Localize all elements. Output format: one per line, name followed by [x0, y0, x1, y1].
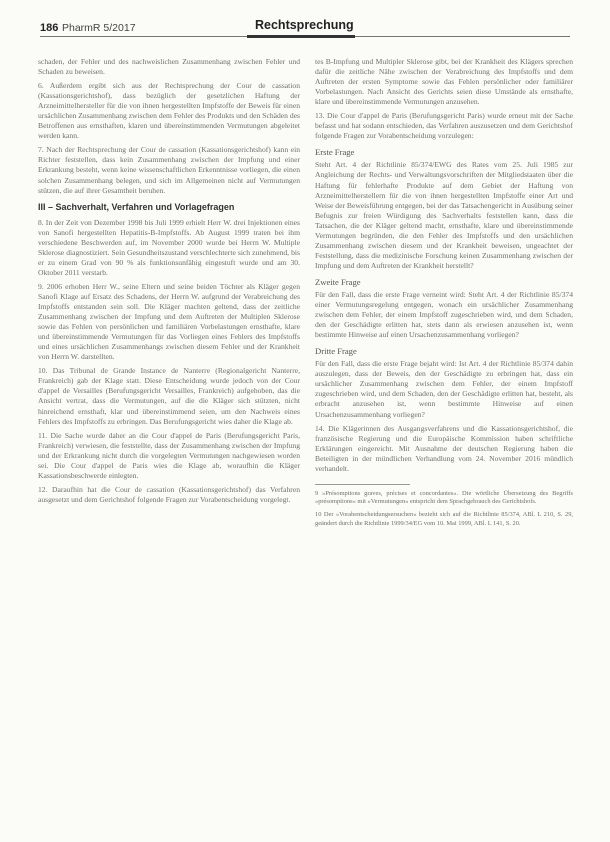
right-column: [315, 57, 573, 532]
section-rule: [247, 35, 355, 38]
paragraph: 14. Die Klägerinnen des Ausgangsverfahrens und die Kassationsgerichtshof, die französische Regierung und die Europäische Kommission haben schriftliche Erklärungen eingereicht. Mit Ausnahme der deutschen Regierung haben die Beteiligten in der mündlichen Verhandlung vom 24. November 2016 mündlich verhandelt.: [315, 423, 573, 473]
section-title: Rechtsprechung: [255, 18, 354, 32]
question-title: Zweite Frage: [315, 276, 361, 287]
question-text: Für den Fall, dass die erste Frage bejaht wird: Ist Art. 4 der Richtlinie 85/374 dahin auszulegen, dass der Beweis, den der Geschädigte zu erbringen hat, dass ein ursächlicher Zusammenhang zwischen dem Fehler, der einem Impfstoff zugeschrieben wird, und dem Schaden, den der Geschädigte erlitten hat, besteht, als erbracht anzusehen ist, wenn bestimmte Hinweise auf einen Ursachenzusammenhang vorliegen?: [315, 359, 573, 419]
paragraph: 13. Die Cour d'appel de Paris (Berufungsgericht Paris) wurde erneut mit der Sache befasst und hat sodann entschieden, das Verfahren auszusetzen und dem Gerichtshof folgende Fragen zur Vorabentscheidung vorzulegen:: [315, 111, 573, 141]
paragraph: 11. Die Sache wurde daher an die Cour d'appel de Paris (Berufungsgericht Paris, Frankreich) verwiesen, die feststellte, dass der Zusammenhang zwischen der Impfung und der Erkrankung nicht durch die vorgelegten Vermutungen nachgewiesen worden sei. Die Cour d'appel de Paris wies die Klage ab, woraufhin die Kläger Kassationsbeschwerde einlegten.: [38, 430, 300, 480]
paragraph: 12. Daraufhin hat die Cour de cassation (Kassationsgerichtshof) das Verfahren ausgesetzt und dem Gerichtshof folgende Fragen zur Vorabentscheidung vorgelegt.: [38, 484, 300, 504]
paragraph: 9. 2006 erhoben Herr W., seine Eltern und seine beiden Töchter als Kläger gegen Sanofi Klage auf Ersatz des Schadens, der Herrn W. aufgrund der Verabreichung des Impfstoffs entstanden sein soll. Die Kläger machten geltend, dass der zeitliche Zusammenhang zwischen der Impfung und dem Auftreten der Multiplen Sklerose sowie das Fehlen von persönlichen und familiären Vorbelastungen ernsthafte, klare und übereinstimmende Vermutungen für das Vorliegen eines Fehlers des Impfstoffs und eines ursächlichen Zusammenhangs zwischen diesem Fehler und der Krankheit von Herrn W. darstellten.: [38, 281, 300, 362]
question-title: Dritte Frage: [315, 346, 357, 357]
footnote-rule: [315, 484, 410, 485]
page-number: 186: [40, 22, 59, 34]
footnote: 10 Der »Vorabentscheidungsersuchen« bezieht sich auf die Richtlinie 85/374, ABl. L 210, S. 29, geändert durch die Richtlinie 1999/34/EG vom 10. Mai 1999, ABl. L 141, S. 20.: [315, 510, 573, 527]
paragraph: 10. Das Tribunal de Grande Instance de Nanterre (Regionalgericht Nanterre, Frankreich) gab der Klage statt. Diese Entscheidung wurde jedoch von der Cour d'appel de Versailles (Berufungsgericht Versailles, Frankreich) aufgehoben, das die Ansicht vertrat, dass die Vermutungen, auf die die Kläger sich stützten, nicht hinreichend ernsthaft, klar und übereinstimmend seien, um den Nachweis eines Fehlers des Impfstoffs zu erbringen. Das Berufungsgericht wies daher die Klage ab.: [38, 366, 300, 426]
running-header: [40, 18, 570, 42]
section-heading: III – Sachverhalt, Verfahren und Vorlagefragen: [38, 201, 235, 212]
question-text: Für den Fall, dass die erste Frage verneint wird: Steht Art. 4 der Richtlinie 85/374 einer Vermutungsregelung entgegen, wonach ein ursächlicher Zusammenhang zwischen dem Fehler, der einem Impfstoff zugeschrieben wird, und dem Schaden, den der Geschädigte erlitten hat, stets dann als erwiesen anzusehen ist, wenn bestimmte Hinweise auf einen Ursachenzusammenhang vorliegen?: [315, 289, 573, 340]
paragraph: schaden, der Fehler und des nachweislichen Zusammenhang zwischen Fehler und Schaden zu beweisen.: [38, 57, 300, 77]
left-column: [38, 57, 300, 509]
question-text: Steht Art. 4 der Richtlinie 85/374/EWG des Rates vom 25. Juli 1985 zur Angleichung der Rechts- und Verwaltungsvorschriften der Mitgliedstaaten über die Haftung für fehlerhafte Produkte auf dem Gebiet der Haftung von Arzneimittelherstellern für die von ihnen hergestellten Impfstoffe einer Art und Weise der Beweisführung entgegen, bei der das Tatsachengericht in Ausübung seiner Befugnis zur freien Würdigung des Sachverhalts feststellen kann, dass die Tatsachen, die der Kläger geltend macht, ernsthafte, klare und übereinstimmende Vermutungen begründen, die den Fehler des Impfstoffs und den ursächlichen Zusammenhang zwischen diesem und der Krankheit beweisen, ungeachtet der Feststellung, dass die medizinische Forschung keinen Zusammenhang zwischen der Impfung und dem Auftreten der Krankheit herstellt?: [315, 160, 573, 270]
paragraph: tes B-Impfung und Multipler Sklerose gibt, bei der Krankheit des Klägers sprechen dafür die zeitliche Nähe zwischen der Verabreichung des Impfstoffs und dem Auftreten der ersten Symptome sowie das Fehlen persönlicher oder familiärer Vorbelastungen. Nach Ansicht des Gerichts seien diese Umstände als ernsthafte, klare und übereinstimmende Vermutungen anzusehen.: [315, 57, 573, 107]
journal-reference: PharmR 5/2017: [62, 22, 136, 34]
footnote: 9 »Présomptions graves, précises et concordantes«. Die wörtliche Übersetzung des Begriffs »présomptions« mit »Vermutungen« entspricht dem Sprachgebrauch des Gerichtshofs.: [315, 489, 573, 506]
paragraph: 7. Nach der Rechtsprechung der Cour de cassation (Kassationsgerichtshof) kann ein Richter feststellen, dass kein Zusammenhang zwischen der Impfung und einer Erkrankung besteht, wenn keine wissenschaftlichen Erkenntnisse vorliegen, die einen solchen Zusammenhang belegen, und sich im Allgemeinen nicht auf Vermutungen stützen, die auf ihrer Gesamtheit beruhen.: [38, 145, 300, 195]
paragraph: 6. Außerdem ergibt sich aus der Rechtsprechung der Cour de cassation (Kassationsgerichtshof), dass bezüglich der gesetzlichen Haftung der Arzneimittelhersteller für die von ihnen hergestellten Impfstoffe der Beweis für einen ursächlichen Zusammenhang zwischen dem Fehler des Produkts und den Schäden des Betroffenen aus ernsthaften, klaren und übereinstimmenden Vermutungen abgeleitet werden kann.: [38, 81, 300, 141]
question-title: Erste Frage: [315, 147, 355, 158]
paragraph: 8. In der Zeit von Dezember 1998 bis Juli 1999 erhielt Herr W. drei Injektionen eines von Sanofi hergestellten Hepatitis-B-Impfstoffs. Ab August 1999 traten bei ihm verschiedene Beschwerden auf, im November 2000 wurde bei Herrn W. Multiple Sklerose diagnostiziert. Sein Gesundheitszustand verschlechterte sich zunehmend, bis er zu einem Grad von 90 % als funktionsunfähig eingestuft wurde und am 30. Oktober 2011 verstarb.: [38, 217, 300, 277]
